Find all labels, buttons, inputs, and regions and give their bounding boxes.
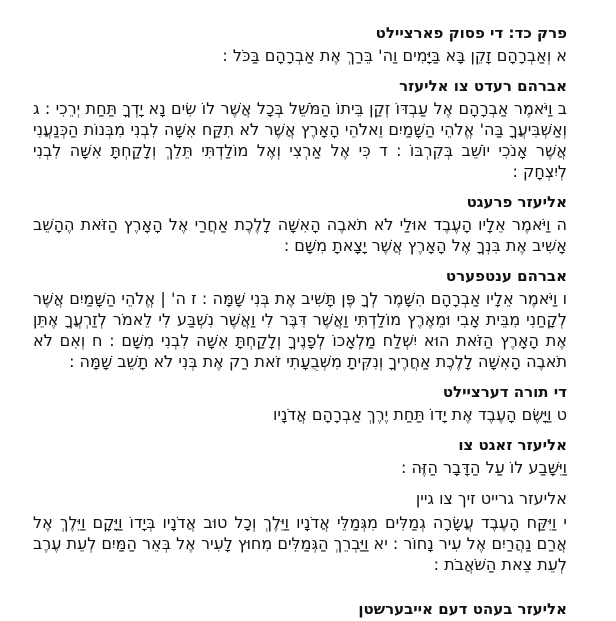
section-heading: אליעזר בעהט דעם אייבערשטן — [358, 600, 567, 618]
verse-text: ט וַיָּשֶׂם הָעֶבֶד אֶת יָדוֹ תַּחַת יֶרֶךְ אַבְרָהָם אֲדֹנָיו — [273, 405, 567, 424]
verse-text: א וְאַבְרָהָם זָקֵן בָּא בַּיָּמִים וַה' בֵּרַךְ אֶת אַבְרָהָם בַּכֹּל : — [222, 46, 567, 65]
section-eliezer-prays — [33, 601, 567, 617]
section-heading: אברהם ענטפערט — [445, 267, 567, 285]
verse-text: ב וַיֹּאמֶר אַבְרָהָם אֶל עַבְדּוֹ זְקַן בֵּיתוֹ הַמֹּשֵׁל בְּכָל אֲשֶׁר לוֹ שִׂים נָא יָדְךָ תַּחַת יְרֵכִי : ג וְאַשְׁבִּיעֲךָ בַּה' אֱלֹהֵי הַשָּׁמַיִם וֵאלֹהֵי הָאָרֶץ אֲשֶׁר לֹא תִקַּח אִשָּׁה לִבְנִי מִבְּנוֹת הַכְּנַעֲנִי אֲשֶׁר אָנֹכִי יוֹשֵׁב בְּקִרְבּוֹ : ד כִּי אֶל אַרְצִי וְאֶל מוֹלַדְתִּי תֵּלֵךְ וְלָקַחְתָּ אִשָּׁה לִבְנִי לְיִצְחָק : — [33, 99, 567, 181]
verse-text: ה וַיֹּאמֶר אֵלָיו הָעֶבֶד אוּלַי לֹא תֹאבֶה הָאִשָּׁה לָלֶכֶת אַחֲרַי אֶל הָאָרֶץ הַזֹּאת הֶהָשֵׁב אָשִׁיב אֶת בִּנְךָ אֶל הָאָרֶץ אֲשֶׁר יָצָאתָ מִשָּׁם : — [33, 215, 567, 255]
verse-text: וַיִּשָּׁבַע לוֹ עַל הַדָּבָר הַזֶּה : — [401, 458, 567, 477]
section-heading: פרק כד: די פסוק פארציילט — [375, 24, 567, 42]
verse-text: ו וַיֹּאמֶר אֵלָיו אַבְרָהָם הִשָּׁמֶר לְךָ פֶּן תָּשִׁיב אֶת בְּנִי שָׁמָּה : ז ה' | אֱלֹהֵי הַשָּׁמַיִם אֲשֶׁר לְקָחַנִי מִבֵּית אָבִי וּמֵאֶרֶץ מוֹלַדְתִּי וַאֲשֶׁר דִּבֶּר לִי וַאֲשֶׁר נִשְׁבַּע לִי לֵאמֹר לְזַרְעֲךָ אֶתֵּן אֶת הָאָרֶץ הַזֹּאת הוּא יִשְׁלַח מַלְאָכוֹ לְפָנֶיךָ וְלָקַחְתָּ אִשָּׁה לִבְנִי מִשָּׁם : ח וְאִם לֹא תֹאבֶה הָאִשָּׁה לָלֶכֶת אַחֲרֶיךָ וְנִקִּיתָ מִשְּׁבֻעָתִי זֹאת רַק אֶת בְּנִי לֹא תָשֵׁב שָׁמָּה : — [33, 289, 567, 371]
section-heading: אברהם רעדט צו אליעזר — [399, 77, 567, 95]
section-torah-tells — [33, 384, 567, 425]
section-heading: אליעזר גרייט זיך צו גיין — [415, 489, 567, 508]
section-heading: אליעזר זאגט צו — [458, 436, 567, 454]
section-heading: אליעזר פרעגט — [466, 193, 567, 211]
verse-text: י וַיִּקַּח הָעֶבֶד עֲשָׂרָה גְמַלִּים מִגְּמַלֵּי אֲדֹנָיו וַיֵּלֶךְ וְכָל טוּב אֲדֹנָיו בְּיָדוֹ וַיָּקָם וַיֵּלֶךְ אֶל אֲרַם נַהֲרַיִם אֶל עִיר נָחוֹר : יא וַיַּבְרֵךְ הַגְּמַלִּים מִחוּץ לָעִיר אֶל בְּאֵר הַמַּיִם לְעֵת עֶרֶב לְעֵת צֵאת הַשֹּׁאֲבֹת : — [33, 513, 567, 574]
section-eliezer-promises — [33, 437, 567, 478]
section-eliezer-asks — [33, 194, 567, 256]
section-avraham-speaks — [33, 78, 567, 182]
section-avraham-answers — [33, 268, 567, 372]
section-heading: די תורה דערציילט — [442, 383, 567, 401]
section-chapter-intro — [33, 25, 567, 66]
section-eliezer-prepares — [33, 490, 567, 575]
